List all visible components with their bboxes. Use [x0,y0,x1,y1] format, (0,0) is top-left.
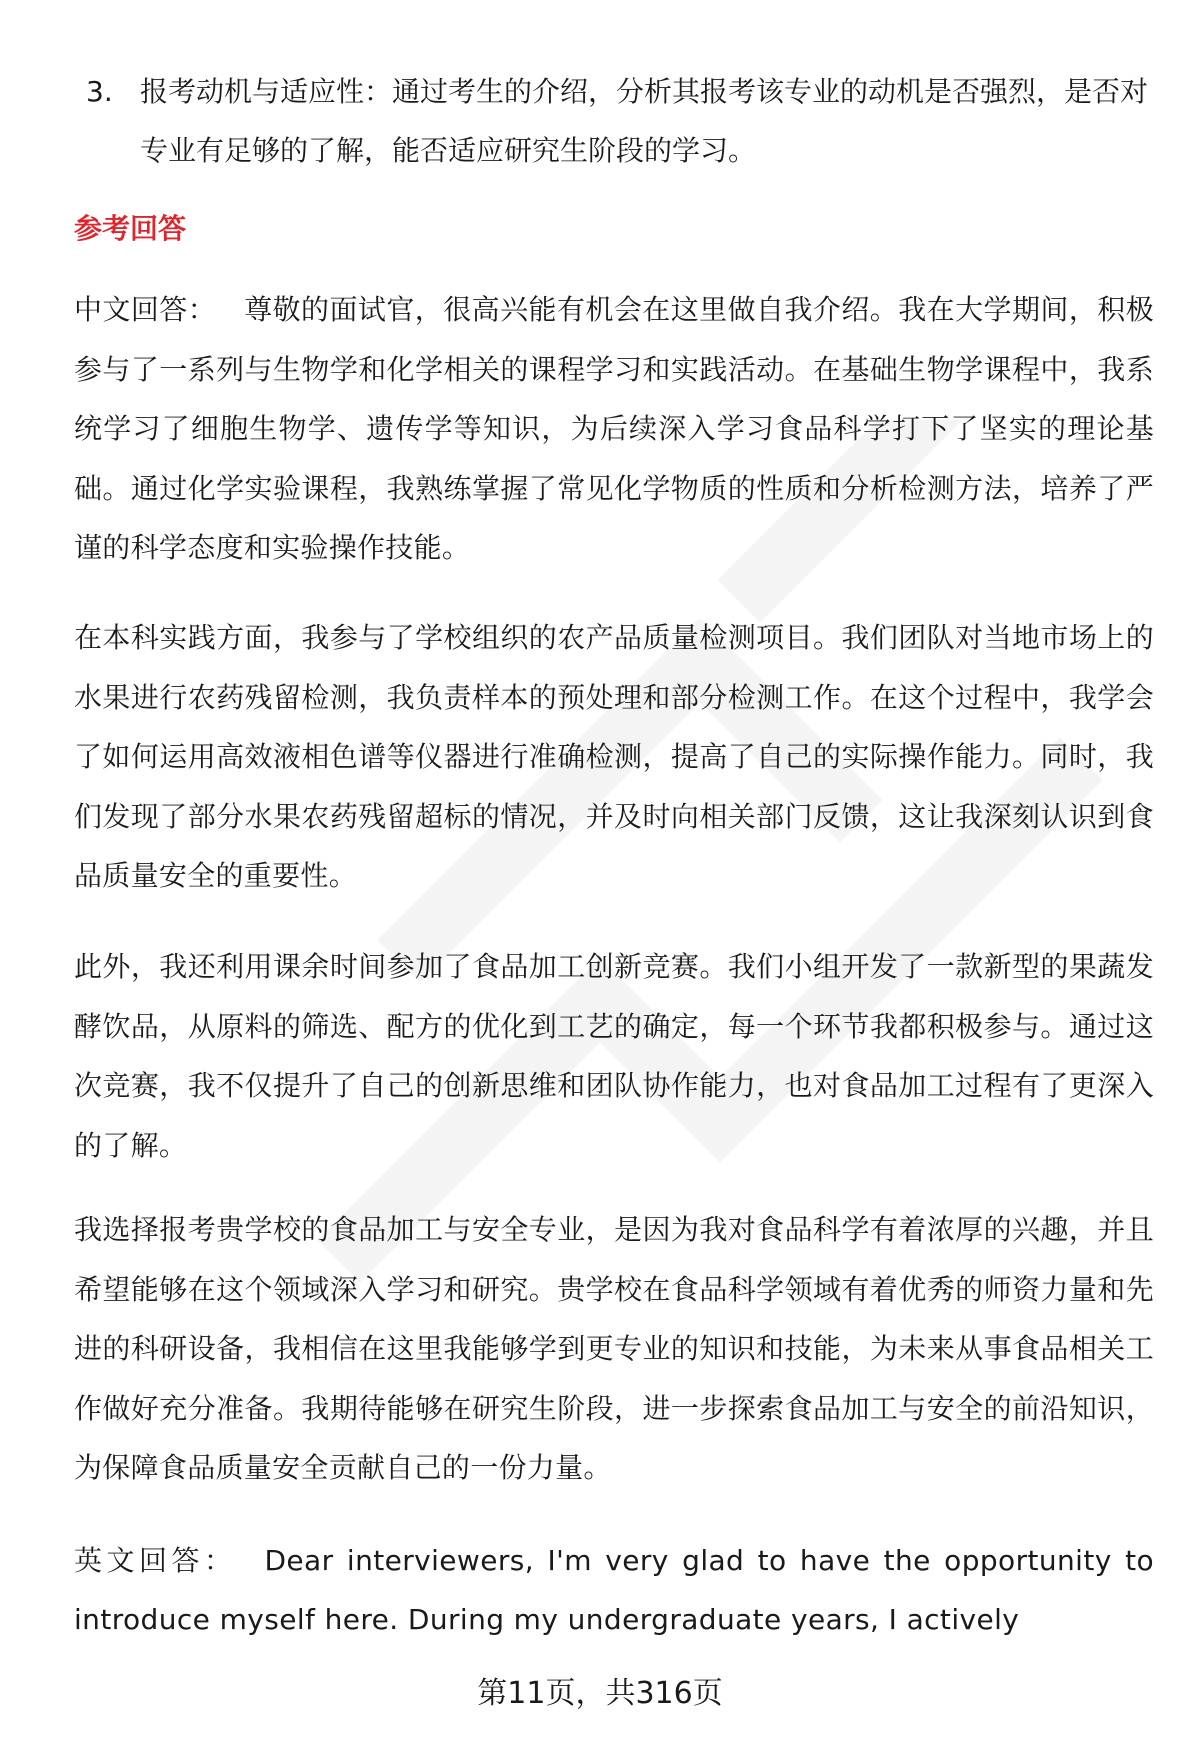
list-item-3 [74,62,1154,180]
answer-cn-paragraph-2: 在本科实践方面，我参与了学校组织的农产品质量检测项目。我们团队对当地市场上的水果进行农药残留检测，我负责样本的预处理和部分检测工作。在这个过程中，我学会了如何运用高效液相色谱等仪器进行准确检测，提高了自己的实际操作能力。同时，我们发现了部分水果农药残留超标的情况，并及时向相关部门反馈，这让我深刻认识到食品质量安全的重要性。 [74,621,1154,892]
answer-en-label: 英文回答： [74,1544,237,1577]
answer-cn-paragraph-1-text: 尊敬的面试官，很高兴能有机会在这里做自我介绍。我在大学期间，积极参与了一系列与生物学和化学相关的课程学习和实践活动。在基础生物学课程中，我系统学习了细胞生物学、遗传学等知识，为后续深入学习食品科学打下了坚实的理论基础。通过化学实验课程，我熟练掌握了常见化学物质的性质和分析检测方法，培养了严谨的科学态度和实验操作技能。 [74,293,1154,564]
answer-cn-paragraph-4: 我选择报考贵学校的食品加工与安全专业，是因为我对食品科学有着浓厚的兴趣，并且希望能够在这个领域深入学习和研究。贵学校在食品科学领域有着优秀的师资力量和先进的科研设备，我相信在这里我能够学到更专业的知识和技能，为未来从事食品相关工作做好充分准备。我期待能够在研究生阶段，进一步探索食品加工与安全的前沿知识，为保障食品质量安全贡献自己的一份力量。 [74,1213,1154,1484]
list-item-text: 报考动机与适应性：通过考生的介绍，分析其报考该专业的动机是否强烈，是否对专业有足够的了解，能否适应研究生阶段的学习。 [140,75,1149,167]
answer-en-paragraph [74,1531,1154,1649]
page-indicator: 第11页，共316页 [477,1676,723,1711]
answer-cn-paragraph-3: 此外，我还利用课余时间参加了食品加工创新竞赛。我们小组开发了一款新型的果蔬发酵饮品，从原料的筛选、配方的优化到工艺的确定，每一个环节我都积极参与。通过这次竞赛，我不仅提升了自己的创新思维和团队协作能力，也对食品加工过程有了更深入的了解。 [74,950,1154,1162]
list-item-number: 3. [86,75,113,108]
answer-cn-paragraph-1 [74,280,1154,578]
answer-cn-label: 中文回答： [74,293,217,326]
section-heading: 参考回答 [74,212,187,245]
answer-en-text: Dear interviewers, I'm very glad to have the opportunity to introduce myself here. During my undergraduate years, I actively [74,1544,1154,1636]
